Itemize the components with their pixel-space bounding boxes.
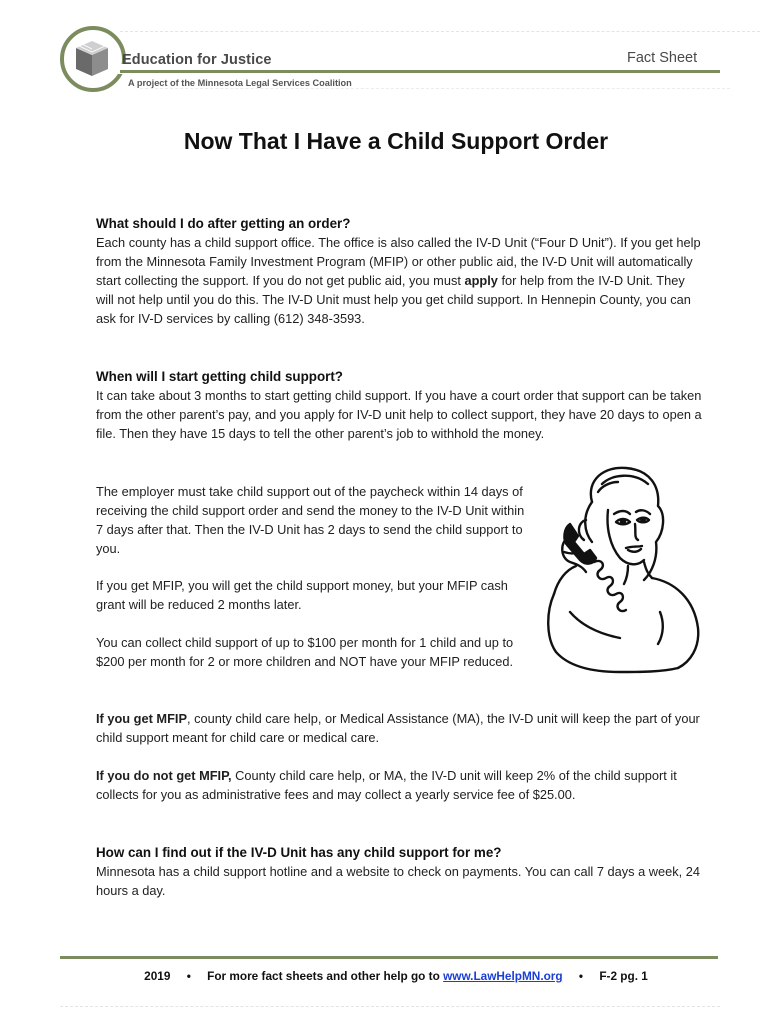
section-paragraph: Minnesota has a child support hotline and a website to check on payments. You can call 7 days a week, 24 hours a day.	[96, 864, 700, 898]
paragraph-emphasis: apply	[464, 273, 498, 288]
footer	[0, 969, 770, 983]
org-tagline: A project of the Minnesota Legal Services Coalition	[128, 78, 352, 88]
footer-rule	[60, 956, 718, 959]
section-heading: What should I do after getting an order?	[96, 216, 351, 231]
footer-bottom-dash	[60, 1006, 720, 1007]
paragraph-collect-limit: You can collect child support of up to $100 per month for 1 child and up to $200 per month for 2 or more children and NOT have your MFIP reduced.	[96, 635, 514, 669]
education-book-logo-icon	[58, 24, 128, 94]
section-heading: How can I find out if the IV-D Unit has any child support for me?	[96, 845, 502, 860]
doc-type-label: Fact Sheet	[627, 50, 698, 66]
bullet-separator: •	[186, 969, 191, 983]
header-bottom-dash	[140, 88, 730, 89]
section-after-order	[96, 214, 706, 328]
paragraph-text: Each county has a child support office. The office is also called the IV-D Unit (“Four D Unit”). If you get help from the Minnesota Family Investment Program (MFIP) or other public aid, the IV-D Unit will automatically start collecting the support. If you do not get public aid, you must	[96, 235, 701, 288]
bullet-separator: •	[578, 969, 584, 983]
header-top-dash	[120, 31, 760, 32]
paragraph-mfip-grant: If you get MFIP, you will get the child support money, but your MFIP cash grant will be reduced 2 months later.	[96, 578, 508, 612]
paragraph-emphasis: If you do not get MFIP,	[96, 768, 232, 783]
paragraph-emphasis: If you get MFIP	[96, 711, 187, 726]
section-find-out	[96, 843, 706, 900]
org-name: Education for Justice	[122, 52, 272, 68]
page-title: Now That I Have a Child Support Order	[183, 128, 609, 154]
section-paragraph	[96, 233, 706, 328]
footer-year: 2019	[144, 969, 171, 983]
section-heading: When will I start getting child support?	[96, 369, 343, 384]
paragraph-text: County child care help, or MA, the IV-D unit will keep 2% of the child support it collects for you as administrative fees and may collect a yearly service fee of $25.00.	[96, 768, 677, 802]
paragraph-text: , county child care help, or Medical Assistance (MA), the IV-D unit will keep the part of your child support meant for child care or medical care.	[96, 711, 700, 745]
section-paragraph: It can take about 3 months to start getting child support. If you have a court order that support can be taken from the other parent’s pay, and you apply for IV-D unit help to collect support, they have 20 days to open a file. Then they have 15 days to tell the other parent’s job to withhold the money.	[96, 388, 702, 441]
footer-text: For more fact sheets and other help go to	[207, 969, 440, 983]
header-rule	[120, 70, 720, 73]
paragraph-employer: The employer must take child support out of the paycheck within 14 days of receiving the child support order and send the money to the IV-D Unit within 7 days after that. Then the IV-D Unit has 2 days to send the child support to you.	[96, 484, 525, 556]
footer-page-number: F-2 pg. 1	[599, 969, 648, 983]
paragraph-if-mfip	[96, 709, 706, 747]
section-start-support	[96, 367, 706, 443]
paragraph-if-no-mfip	[96, 766, 706, 804]
woman-on-phone-icon	[540, 462, 708, 678]
paragraph-text: for help from the IV-D Unit. They will not help until you do this. The IV-D Unit must help you get child support. In Hennepin County, you can ask for IV-D services by calling (612) 348-3593.	[96, 273, 691, 326]
lawhelpmn-link[interactable]: www.LawHelpMN.org	[443, 969, 563, 983]
